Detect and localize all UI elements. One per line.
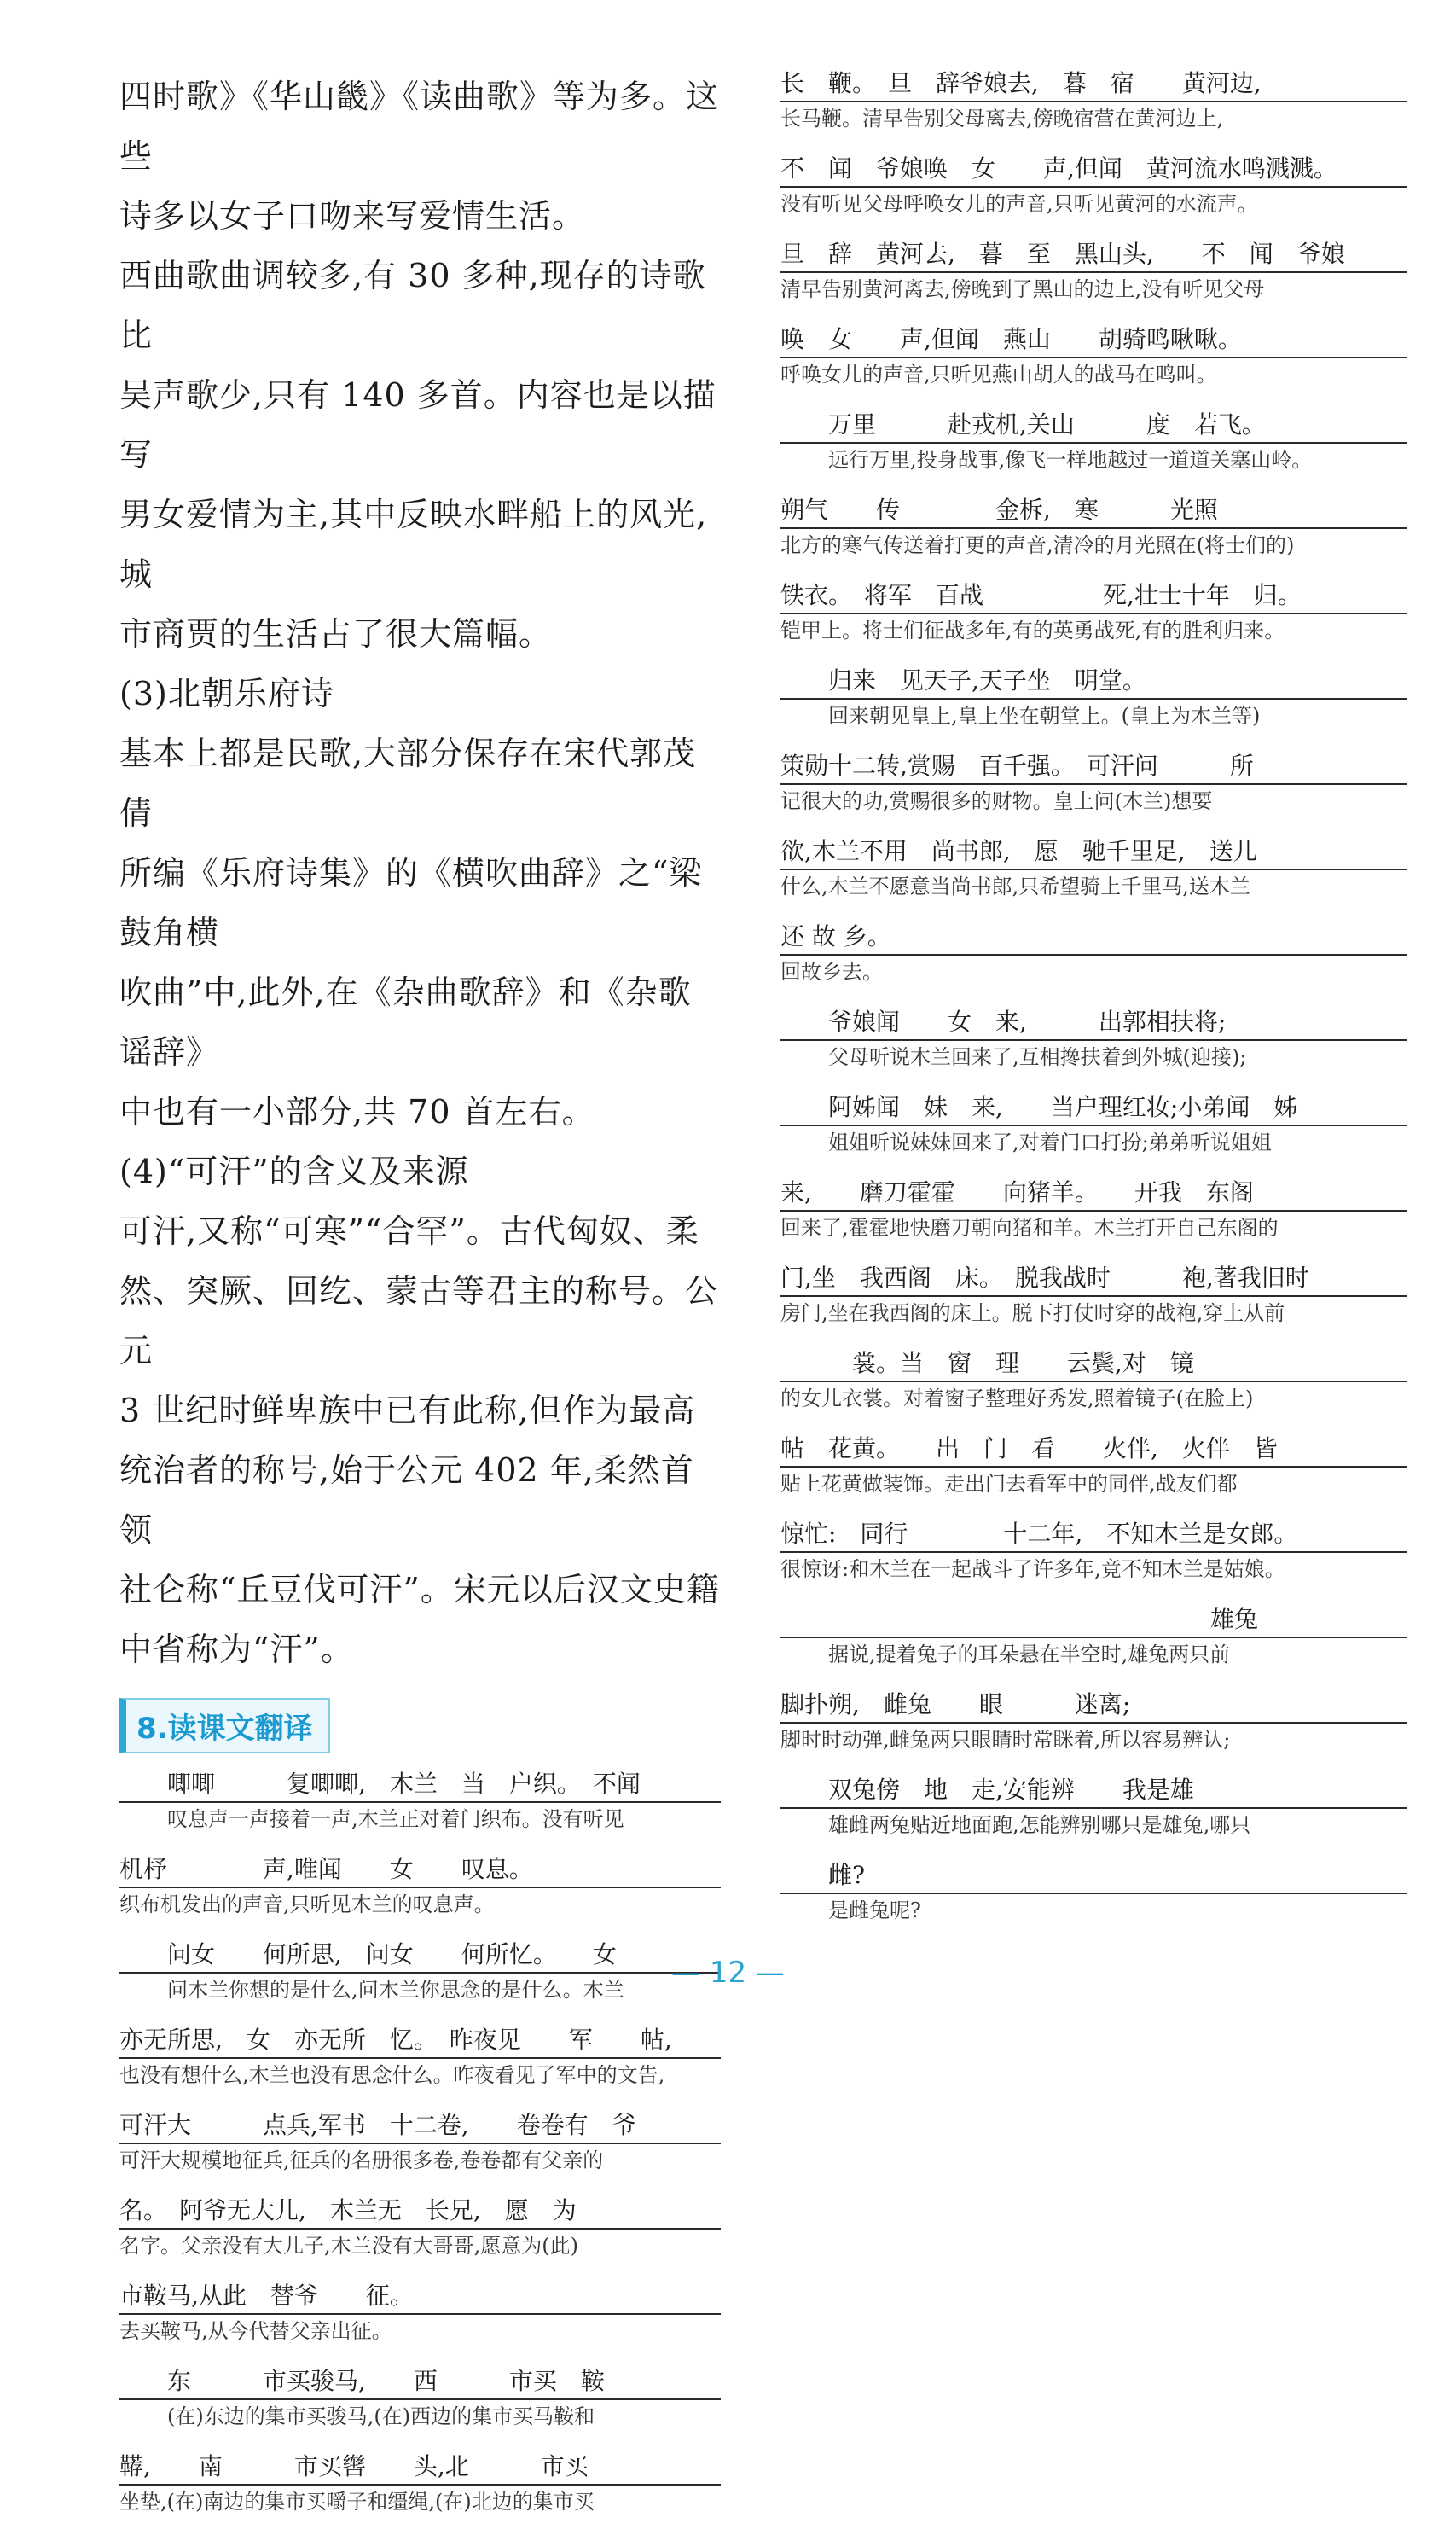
original-text-line: 阿姊闻 妹 来, 当户理红妆;小弟闻 姊 [780, 1090, 1407, 1126]
original-text-line: 名。 阿爷无大儿, 木兰无 长兄, 愿 为 [119, 2194, 721, 2230]
original-text-line: 欲,木兰不用 尚书郎, 愿 驰千里足, 送儿 [780, 834, 1407, 870]
translation-pair [780, 67, 1407, 135]
translation-text-line: 雄雌两兔贴近地面跑,怎能辨别哪只是雄兔,哪只 [828, 1813, 1251, 1837]
translation-pair [780, 323, 1407, 391]
translation-block-right [780, 67, 1407, 1927]
translation-pair [119, 2364, 721, 2433]
paragraph-line: 诗多以女子口吻来写爱情生活。 [119, 197, 586, 235]
original-text-line: 可汗大 点兵,军书 十二卷, 卷卷有 爷 [119, 2108, 721, 2144]
paragraph-line: 吹曲”中,此外,在《杂曲歌辞》和《杂歌谣辞》 [119, 974, 692, 1071]
translation-text-line: 名字。父亲没有大儿子,木兰没有大哥哥,愿意为(此) [119, 2234, 578, 2258]
original-text-line: 万里 赴戎机,关山 度 若飞。 [780, 408, 1407, 444]
translation-text-line: 脚时时动弹,雌兔两只眼睛时常眯着,所以容易辨认; [780, 1728, 1231, 1752]
right-column [780, 67, 1407, 1944]
translation-text-line: 没有听见父母呼唤女儿的声音,只听见黄河的水流声。 [780, 192, 1258, 216]
paragraph-line: 然、突厥、回纥、蒙古等君主的称号。公元 [119, 1272, 719, 1369]
translation-text-line: 记很大的功,赏赐很多的财物。皇上问(木兰)想要 [780, 789, 1213, 813]
left-column [119, 67, 721, 2535]
translation-pair [780, 579, 1407, 647]
translation-pair [780, 1773, 1407, 1841]
translation-text-line: 清早告别黄河离去,傍晚到了黑山的边上,没有听见父母 [780, 277, 1265, 301]
paragraph-line: 社仑称“丘豆伐可汗”。宋元以后汉文史籍 [119, 1571, 720, 1608]
paragraph-line: 3 世纪时鲜卑族中已有此称,但作为最高 [119, 1392, 696, 1429]
translation-text-line: 远行万里,投身战事,像飞一样地越过一道道关塞山岭。 [828, 448, 1313, 472]
translation-pair [119, 2023, 721, 2091]
original-text-line: 亦无所思, 女 亦无所 忆。 昨夜见 军 帖, [119, 2023, 721, 2059]
translation-text-line: 织布机发出的声音,只听见木兰的叹息声。 [119, 1893, 495, 1916]
page-number: — 12 — [671, 1956, 785, 1990]
translation-pair [780, 493, 1407, 561]
translation-text-line: 呼唤女儿的声音,只听见燕山胡人的战马在鸣叫。 [780, 363, 1217, 387]
original-text-line: 市鞍马,从此 替爷 征。 [119, 2279, 721, 2315]
original-text-line: 东 市买骏马, 西 市买 鞍 [119, 2364, 721, 2400]
original-text-line: 铁衣。 将军 百战 死,壮士十年 归。 [780, 579, 1407, 614]
paragraph-line: 基本上都是民歌,大部分保存在宋代郭茂倩 [119, 735, 697, 832]
translation-text-line: (在)东边的集市买骏马,(在)西边的集市买马鞍和 [167, 2404, 595, 2428]
original-text-line: 策勋十二转,赏赐 百千强。 可汗问 所 [780, 749, 1407, 785]
translation-pair [780, 920, 1407, 988]
translation-text-line: 房门,坐在我西阁的床上。脱下打仗时穿的战袍,穿上从前 [780, 1301, 1285, 1325]
translation-text-line: 贴上花黄做装饰。走出门去看军中的同伴,战友们都 [780, 1472, 1238, 1496]
translation-pair [780, 1858, 1407, 1927]
original-text-line: 来, 磨刀霍霍 向猪羊。 开我 东阁 [780, 1176, 1407, 1212]
translation-pair [780, 237, 1407, 305]
translation-pair [119, 2108, 721, 2177]
translation-text-line: 回来朝见皇上,皇上坐在朝堂上。(皇上为木兰等) [828, 704, 1261, 728]
translation-pair [780, 1261, 1407, 1329]
translation-text-line: 坐垫,(在)南边的集市买嚼子和缰绳,(在)北边的集市买 [119, 2490, 595, 2514]
translation-pair [780, 664, 1407, 732]
translation-text-line: 可汗大规模地征兵,征兵的名册很多卷,卷卷都有父亲的 [119, 2148, 604, 2172]
translation-pair [780, 1602, 1407, 1671]
translation-pair [780, 749, 1407, 817]
original-text-line: 机杼 声,唯闻 女 叹息。 [119, 1852, 721, 1888]
original-text-line: 长 鞭。 旦 辞爷娘去, 暮 宿 黄河边, [780, 67, 1407, 102]
original-text-line: 双兔傍 地 走,安能辨 我是雄 [780, 1773, 1407, 1809]
section-title: 8.读课文翻译 [119, 1698, 330, 1753]
translation-pair [780, 834, 1407, 903]
translation-pair [780, 152, 1407, 220]
translation-text-line: 是雌兔呢? [828, 1898, 921, 1922]
translation-text-line: 姐姐听说妹妹回来了,对着门口打扮;弟弟听说姐姐 [828, 1131, 1272, 1154]
original-text-line: 雌? [780, 1858, 1407, 1894]
translation-pair [780, 1005, 1407, 1073]
translation-pair [780, 1346, 1407, 1415]
paragraph-line: 中省称为“汗”。 [119, 1631, 354, 1668]
original-text-line: 爷娘闻 女 来, 出郭相扶将; [780, 1005, 1407, 1041]
translation-text-line: 的女儿衣裳。对着窗子整理好秀发,照着镜子(在脸上) [780, 1387, 1254, 1410]
translation-text-line: 回来了,霍霍地快磨刀朝向猪和羊。木兰打开自己东阁的 [780, 1216, 1279, 1240]
original-text-line: 惊忙: 同行 十二年, 不知木兰是女郎。 [780, 1517, 1407, 1553]
original-text-line: 裳。当 窗 理 云鬓,对 镜 [780, 1346, 1407, 1382]
translation-pair [780, 1090, 1407, 1159]
paragraph-line: 四时歌》《华山畿》《读曲歌》等为多。这些 [119, 78, 720, 175]
paragraph-line: 可汗,又称“可寒”“合罕”。古代匈奴、柔 [119, 1212, 699, 1250]
paragraph-line: 吴声歌少,只有 140 多首。内容也是以描写 [119, 376, 716, 474]
translation-pair [780, 1176, 1407, 1244]
translation-text-line: 问木兰你想的是什么,问木兰你思念的是什么。木兰 [167, 1978, 624, 2002]
translation-text-line: 北方的寒气传送着打更的声音,清冷的月光照在(将士们的) [780, 533, 1295, 557]
translation-text-line: 什么,木兰不愿意当尚书郎,只希望骑上千里马,送木兰 [780, 875, 1250, 898]
paragraph-line: (4)“可汗”的含义及来源 [119, 1153, 469, 1190]
translation-text-line: 去买鞍马,从今代替父亲出征。 [119, 2319, 392, 2343]
original-text-line: 问女 何所思, 问女 何所忆。 女 [119, 1938, 721, 1974]
translation-pair [780, 1688, 1407, 1756]
translation-pair [119, 2194, 721, 2262]
translation-pair [119, 1852, 721, 1921]
translation-text-line: 铠甲上。将士们征战多年,有的英勇战死,有的胜利归来。 [780, 619, 1285, 642]
translation-text-line: 也没有想什么,木兰也没有思念什么。昨夜看见了军中的文告, [119, 2063, 665, 2087]
translation-text-line: 据说,提着兔子的耳朵悬在半空时,雄兔两只前 [828, 1643, 1231, 1666]
paragraph-line: 中也有一小部分,共 70 首左右。 [119, 1093, 595, 1131]
original-text-line: 朔气 传 金柝, 寒 光照 [780, 493, 1407, 529]
translation-pair [780, 408, 1407, 476]
translation-pair [780, 1432, 1407, 1500]
original-text-line: 不 闻 爷娘唤 女 声,但闻 黄河流水鸣溅溅。 [780, 152, 1407, 188]
paragraph-line: (3)北朝乐府诗 [119, 675, 334, 712]
translation-pair [119, 1767, 721, 1835]
original-text-line: 脚扑朔, 雌兔 眼 迷离; [780, 1688, 1407, 1724]
original-text-line: 门,坐 我西阁 床。 脱我战时 袍,著我旧时 [780, 1261, 1407, 1297]
paragraph-line: 西曲歌曲调较多,有 30 多种,现存的诗歌比 [119, 257, 706, 354]
translation-pair [119, 2279, 721, 2347]
original-text-line: 唤 女 声,但闻 燕山 胡骑鸣啾啾。 [780, 323, 1407, 358]
original-text-line: 雄兔 [780, 1602, 1407, 1638]
original-text-line: 唧唧 复唧唧, 木兰 当 户织。 不闻 [119, 1767, 721, 1803]
paragraph-line: 市商贾的生活占了很大篇幅。 [119, 615, 553, 653]
original-text-line: 旦 辞 黄河去, 暮 至 黑山头, 不 闻 爷娘 [780, 237, 1407, 273]
original-text-line: 鞯, 南 市买辔 头,北 市买 [119, 2450, 721, 2486]
paragraph-line: 所编《乐府诗集》的《横吹曲辞》之“梁鼓角横 [119, 854, 703, 951]
translation-text-line: 长马鞭。清早告别父母离去,傍晚宿营在黄河边上, [780, 107, 1224, 131]
paragraph-line: 统治者的称号,始于公元 402 年,柔然首领 [119, 1451, 694, 1549]
translation-pair [119, 2450, 721, 2518]
translation-text-line: 回故乡去。 [780, 960, 883, 984]
original-text-line: 帖 花黄。 出 门 看 火伴, 火伴 皆 [780, 1432, 1407, 1468]
translation-text-line: 叹息声一声接着一声,木兰正对着门织布。没有听见 [167, 1807, 624, 1831]
translation-pair [780, 1517, 1407, 1585]
translation-text-line: 父母听说木兰回来了,互相搀扶着到外城(迎接); [828, 1045, 1247, 1069]
original-text-line: 还 故 乡。 [780, 920, 1407, 956]
translation-text-line: 很惊讶:和木兰在一起战斗了许多年,竟不知木兰是姑娘。 [780, 1557, 1285, 1581]
translation-block-left [119, 1767, 721, 2518]
paragraph-line: 男女爱情为主,其中反映水畔船上的风光,城 [119, 496, 708, 593]
original-text-line: 归来 见天子,天子坐 明堂。 [780, 664, 1407, 700]
intro-paragraphs [119, 67, 721, 1679]
